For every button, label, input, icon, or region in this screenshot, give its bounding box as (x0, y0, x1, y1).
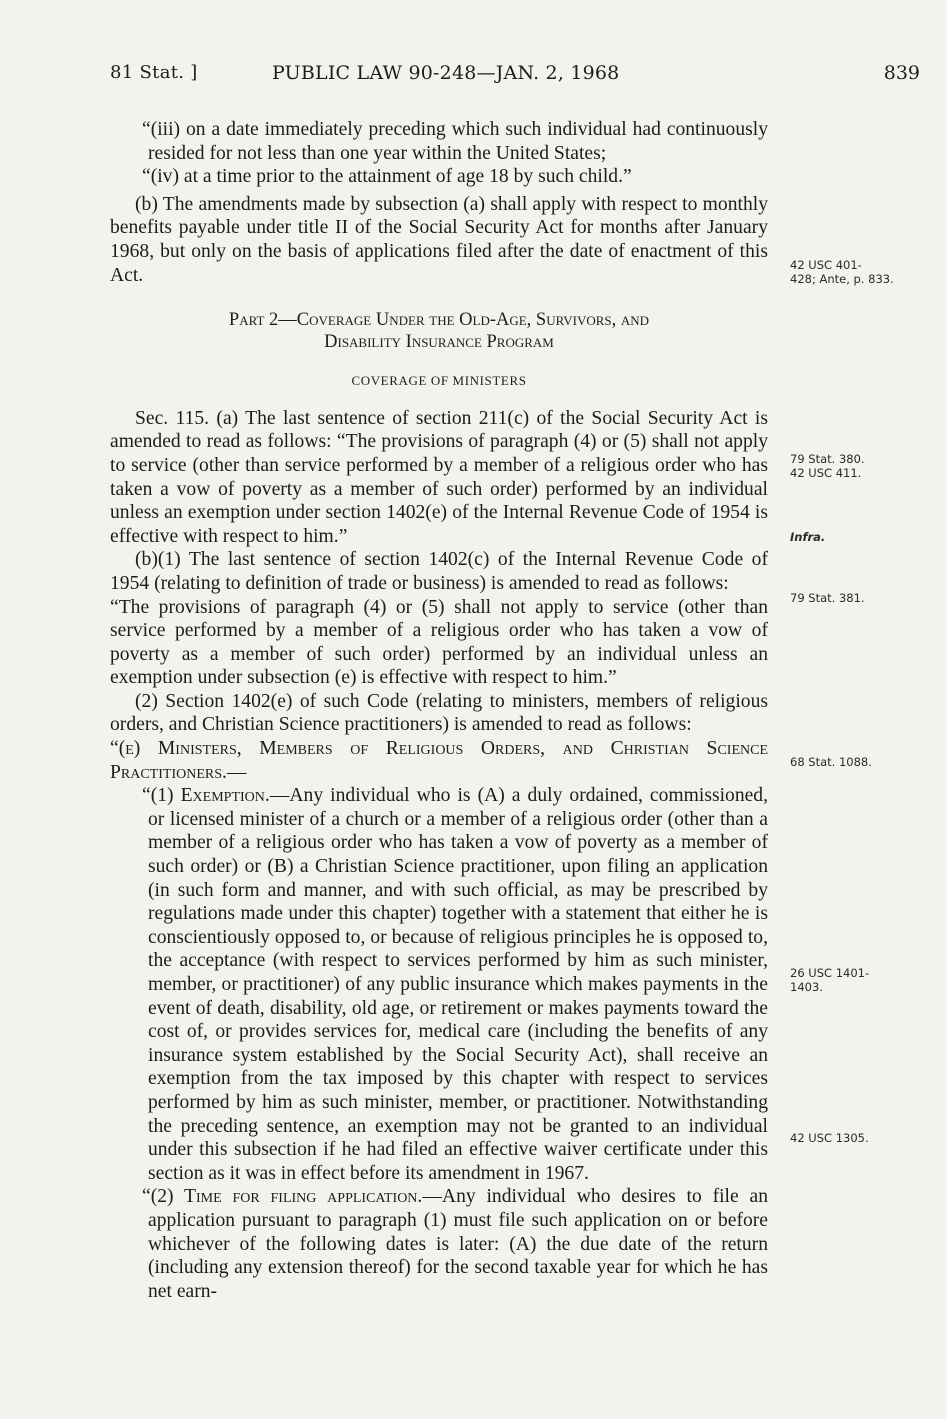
margin-note-3: Infra. (790, 530, 826, 544)
law-title: PUBLIC LAW 90-248—JAN. 2, 1968 (272, 62, 620, 84)
exemption-label: “(1) Exemption. (142, 785, 270, 807)
page-number: 839 (883, 62, 920, 84)
section-115-b1: (b)(1) The last sentence of section 1402(c) of the Internal Revenue Code of 1954 (relating to definition of trade or business) is amended to read as follows: (110, 549, 768, 594)
time-for-filing-text: —Any individual who desires to file an application pursuant to paragraph (1) must file such application on or before whichever of the following dates is later: (A) the due date of the return (including any extension thereof) for the second taxable year for which he has net earn- (148, 1186, 768, 1302)
paragraph-b: (b) The amendments made by subsection (a) shall apply with respect to monthly benefits payable under title II of the Social Security Act for months after January 1968, but only on the basis of applications filed after the date of enactment of this Act. (110, 193, 768, 286)
statute-volume: 81 Stat. ] (110, 62, 198, 83)
margin-note-2: 79 Stat. 380. 42 USC 411. (790, 452, 865, 480)
part-title-line1: Part 2—Coverage Under the Old-Age, Survivors, and (228, 310, 650, 331)
exemption-paragraph (110, 784, 768, 1185)
main-text (110, 118, 768, 1303)
margin-note-1: 42 USC 401- 428; Ante, p. 833. (790, 258, 894, 286)
section-115-a: Sec. 115. (a) The last sentence of section 211(c) of the Social Security Act is amended to read as follows: “The provisions of paragraph (4) or (5) shall not apply to service (other than service performed by a member of a religious order who has taken a vow of poverty as a member of such order) performed by an individual unless an exemption under section 1402(e) of the Internal Revenue Code of 1954 is effective with respect to him.” (110, 407, 768, 547)
margin-note-6: 26 USC 1401- 1403. (790, 966, 870, 994)
section-115-b1-quote: “The provisions of paragraph (4) or (5) shall not apply to service (other than service performed by a member of a religious order who has taken a vow of poverty as a member of such order) performed by an individual unless an exemption under subsection (e) is effective with respect to him.” (110, 596, 768, 689)
clause-iii: “(iii) on a date immediately preceding which such individual had continuously resided for not less than one year within the United States; (142, 119, 768, 164)
part-title (110, 309, 768, 353)
margin-note-7: 42 USC 1305. (790, 1131, 869, 1145)
subsection-e-heading: “(e) Ministers, Members of Religious Orders, and Christian Science Practitioners.— (110, 738, 768, 783)
time-for-filing-label: “(2) Time for filing application. (142, 1186, 423, 1208)
clause-iv: “(iv) at a time prior to the attainment of age 18 by such child.” (142, 166, 632, 188)
section-115-b2: (2) Section 1402(e) of such Code (relating to ministers, members of religious orders, and Christian Science practitioners) is amended to read as follows: (110, 690, 768, 736)
section-heading: COVERAGE OF MINISTERS (351, 373, 527, 389)
margin-note-5: 68 Stat. 1088. (790, 755, 872, 769)
time-for-filing-paragraph (110, 1185, 768, 1303)
exemption-text: —Any individual who is (A) a duly ordained, commissioned, or licensed minister of a church or a member of a religious order (other than a member of a religious order who has taken a vow of poverty as a member of such order) or (B) a Christian Science practitioner, upon filing an application (in such form and manner, and with such official, as may be prescribed by regulations made under this chapter) together with a statement that either he is conscientiously opposed to, or because of religious principles he is opposed to, the acceptance (with respect to services performed by him as such minister, member, or practitioner) of any public insurance which makes payments in the event of death, disability, old age, or retirement or makes payments toward the cost of, or provides services for, medical care (including the benefits of any insurance system established by the Social Security Act), shall receive an exemption from the tax imposed by this chapter with respect to services performed by him as such minister, member, or practitioner. Notwithstanding the preceding sentence, an exemption may not be granted to an individual under this subsection if he had filed an effective waiver certificate under this section as it was in effect before its amendment in 1967. (148, 785, 769, 1184)
part-title-line2: Disability Insurance Program (324, 332, 554, 353)
margin-note-4: 79 Stat. 381. (790, 591, 865, 605)
running-header (110, 62, 920, 92)
